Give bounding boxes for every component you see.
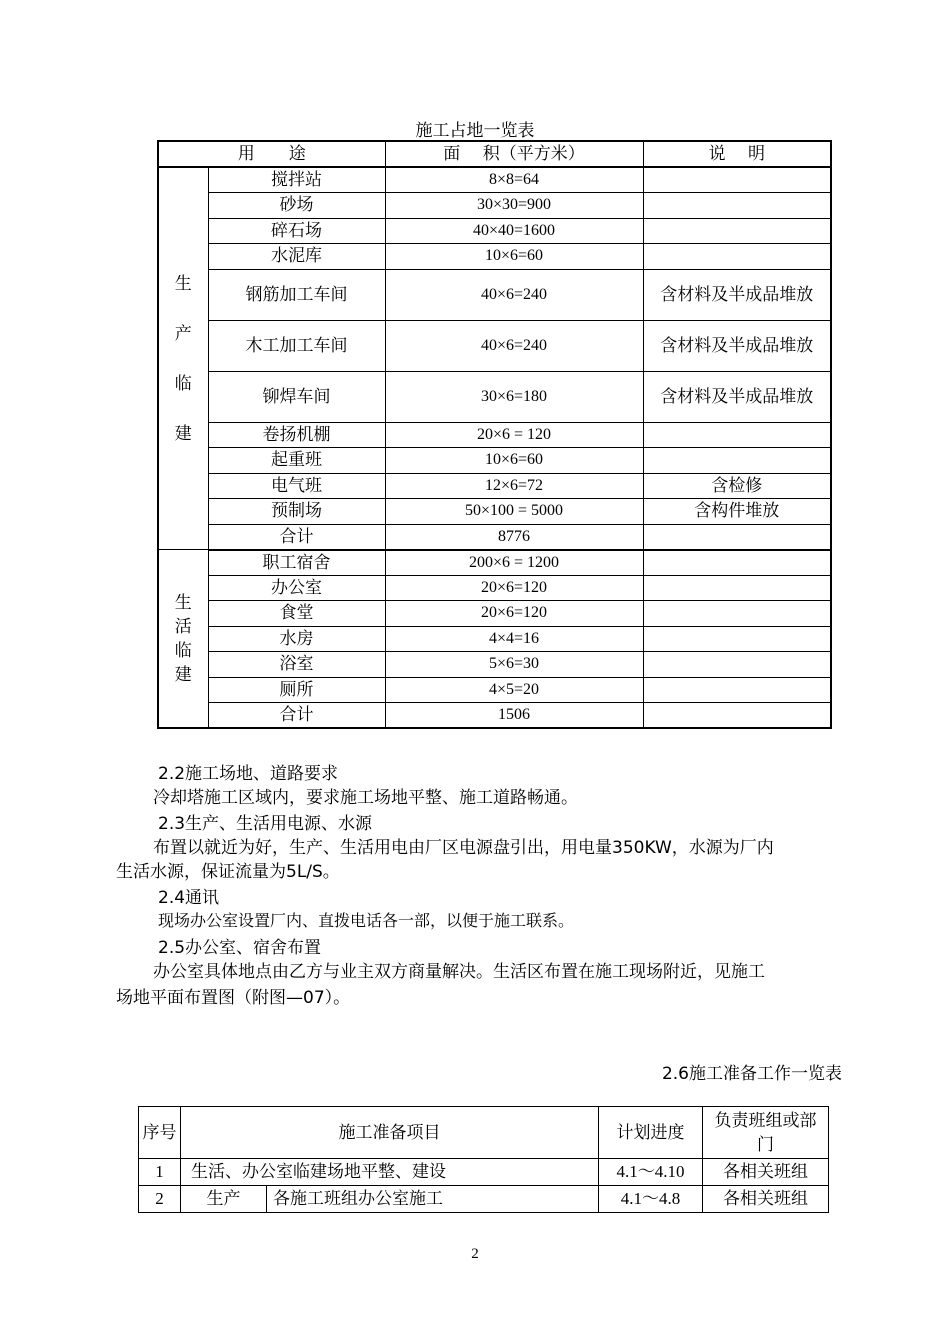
living-row-note: [643, 652, 831, 678]
table-row: [158, 652, 831, 678]
group-production-temp: 生 产 临 建: [158, 167, 208, 550]
section-2-3-text-line2: 生活水源，保证流量为5L/S。: [116, 862, 340, 882]
table-row: [158, 703, 831, 729]
production-row-name: 合计: [208, 524, 385, 550]
site-area-table: [157, 140, 832, 729]
prep-work-table: [138, 1106, 829, 1213]
production-row-area: 12×6=72: [385, 473, 643, 499]
table-row: [158, 601, 831, 627]
table-row: [158, 499, 831, 525]
production-row-note: [643, 524, 831, 550]
living-row-name: 办公室: [208, 575, 385, 601]
living-row-note: [643, 677, 831, 703]
production-row-note: [643, 244, 831, 270]
table-row: [158, 448, 831, 474]
living-row-area: 200×6 = 1200: [385, 550, 643, 576]
production-row-name: 钢筋加工车间: [208, 269, 385, 320]
header-schedule: 计划进度: [599, 1107, 703, 1159]
row1-schedule: 4.1～4.10: [599, 1159, 703, 1186]
living-row-note: [643, 550, 831, 576]
row1-item: 生活、办公室临建场地平整、建设: [181, 1159, 599, 1186]
production-row-area: 50×100 = 5000: [385, 499, 643, 525]
production-row-name: 起重班: [208, 448, 385, 474]
living-row-area: 4×4=16: [385, 626, 643, 652]
living-row-area: 1506: [385, 703, 643, 729]
row2-sub: 生产: [181, 1186, 267, 1213]
living-row-name: 食堂: [208, 601, 385, 627]
table2-title: 2.6施工准备工作一览表: [661, 1064, 842, 1084]
section-2-4-text: 现场办公室设置厂内、直拨电话各一部，以便于施工联系。: [158, 913, 575, 930]
row2-item: 各施工班组办公室施工: [267, 1186, 599, 1213]
production-row-note: [643, 218, 831, 244]
row2-seq: 2: [139, 1186, 181, 1213]
section-2-2-title: 2.2施工场地、道路要求: [158, 764, 339, 784]
table-row: [158, 575, 831, 601]
page-number: 2: [471, 1246, 479, 1262]
production-row-note: 含材料及半成品堆放: [643, 320, 831, 371]
living-row-note: [643, 601, 831, 627]
table-row: [158, 626, 831, 652]
header-area: 面 积（平方米）: [385, 141, 643, 167]
production-row-area: 30×6=180: [385, 371, 643, 422]
living-row-area: 20×6=120: [385, 601, 643, 627]
section-2-5-text-line1: 办公室具体地点由乙方与业主双方商量解决。生活区布置在施工现场附近，见施工: [153, 962, 765, 982]
living-row-area: 4×5=20: [385, 677, 643, 703]
living-row-area: 5×6=30: [385, 652, 643, 678]
group-living-temp: 生 活 临 建: [158, 550, 208, 729]
table-row: [158, 269, 831, 320]
production-row-area: 30×30=900: [385, 193, 643, 219]
production-row-note: [643, 422, 831, 448]
living-row-name: 厕所: [208, 677, 385, 703]
table-row: [158, 473, 831, 499]
table-row: [158, 524, 831, 550]
production-row-name: 预制场: [208, 499, 385, 525]
production-row-note: 含材料及半成品堆放: [643, 269, 831, 320]
table-row: [158, 550, 831, 576]
section-2-2-text: 冷却塔施工区域内，要求施工场地平整、施工道路畅通。: [153, 788, 578, 808]
header-use: 用 途: [158, 141, 385, 167]
production-row-area: 40×6=240: [385, 320, 643, 371]
production-row-name: 电气班: [208, 473, 385, 499]
table1-title: 施工占地一览表: [415, 121, 535, 141]
production-row-area: 40×6=240: [385, 269, 643, 320]
production-row-note: [643, 448, 831, 474]
table-row: [158, 167, 831, 193]
living-row-name: 浴室: [208, 652, 385, 678]
production-row-area: 10×6=60: [385, 244, 643, 270]
table-row: [158, 320, 831, 371]
production-row-name: 铆焊车间: [208, 371, 385, 422]
living-row-area: 20×6=120: [385, 575, 643, 601]
production-row-note: [643, 167, 831, 193]
header-item: 施工准备项目: [181, 1107, 599, 1159]
table-row: [158, 371, 831, 422]
living-row-name: 水房: [208, 626, 385, 652]
header-dept: 负责班组或部门: [703, 1107, 829, 1159]
row2-schedule: 4.1～4.8: [599, 1186, 703, 1213]
production-row-area: 8×8=64: [385, 167, 643, 193]
production-row-name: 卷扬机棚: [208, 422, 385, 448]
row1-seq: 1: [139, 1159, 181, 1186]
header-seq: 序号: [139, 1107, 181, 1159]
row2-dept: 各相关班组: [703, 1186, 829, 1213]
table-row: [158, 193, 831, 219]
table-row: [158, 422, 831, 448]
living-row-name: 合计: [208, 703, 385, 729]
section-2-4-title: 2.4通讯: [158, 888, 220, 908]
living-row-note: [643, 626, 831, 652]
living-row-note: [643, 703, 831, 729]
living-row-note: [643, 575, 831, 601]
production-row-note: 含检修: [643, 473, 831, 499]
production-row-area: 8776: [385, 524, 643, 550]
table-row: [158, 244, 831, 270]
production-row-name: 碎石场: [208, 218, 385, 244]
production-row-area: 10×6=60: [385, 448, 643, 474]
row1-dept: 各相关班组: [703, 1159, 829, 1186]
production-row-note: 含构件堆放: [643, 499, 831, 525]
production-row-note: [643, 193, 831, 219]
table-row: [158, 218, 831, 244]
section-2-5-text-line2: 场地平面布置图（附图—07）。: [116, 988, 351, 1008]
production-row-name: 搅拌站: [208, 167, 385, 193]
production-row-note: 含材料及半成品堆放: [643, 371, 831, 422]
production-row-name: 砂场: [208, 193, 385, 219]
section-2-5-title: 2.5办公室、宿舍布置: [158, 938, 322, 958]
section-2-3-title: 2.3生产、生活用电源、水源: [158, 814, 373, 834]
table-row: [158, 677, 831, 703]
production-row-area: 20×6 = 120: [385, 422, 643, 448]
header-note: 说 明: [643, 141, 831, 167]
production-row-name: 水泥库: [208, 244, 385, 270]
section-2-3-text-line1: 布置以就近为好，生产、生活用电由厂区电源盘引出，用电量350KW，水源为厂内: [153, 838, 774, 858]
living-row-name: 职工宿舍: [208, 550, 385, 576]
production-row-name: 木工加工车间: [208, 320, 385, 371]
production-row-area: 40×40=1600: [385, 218, 643, 244]
